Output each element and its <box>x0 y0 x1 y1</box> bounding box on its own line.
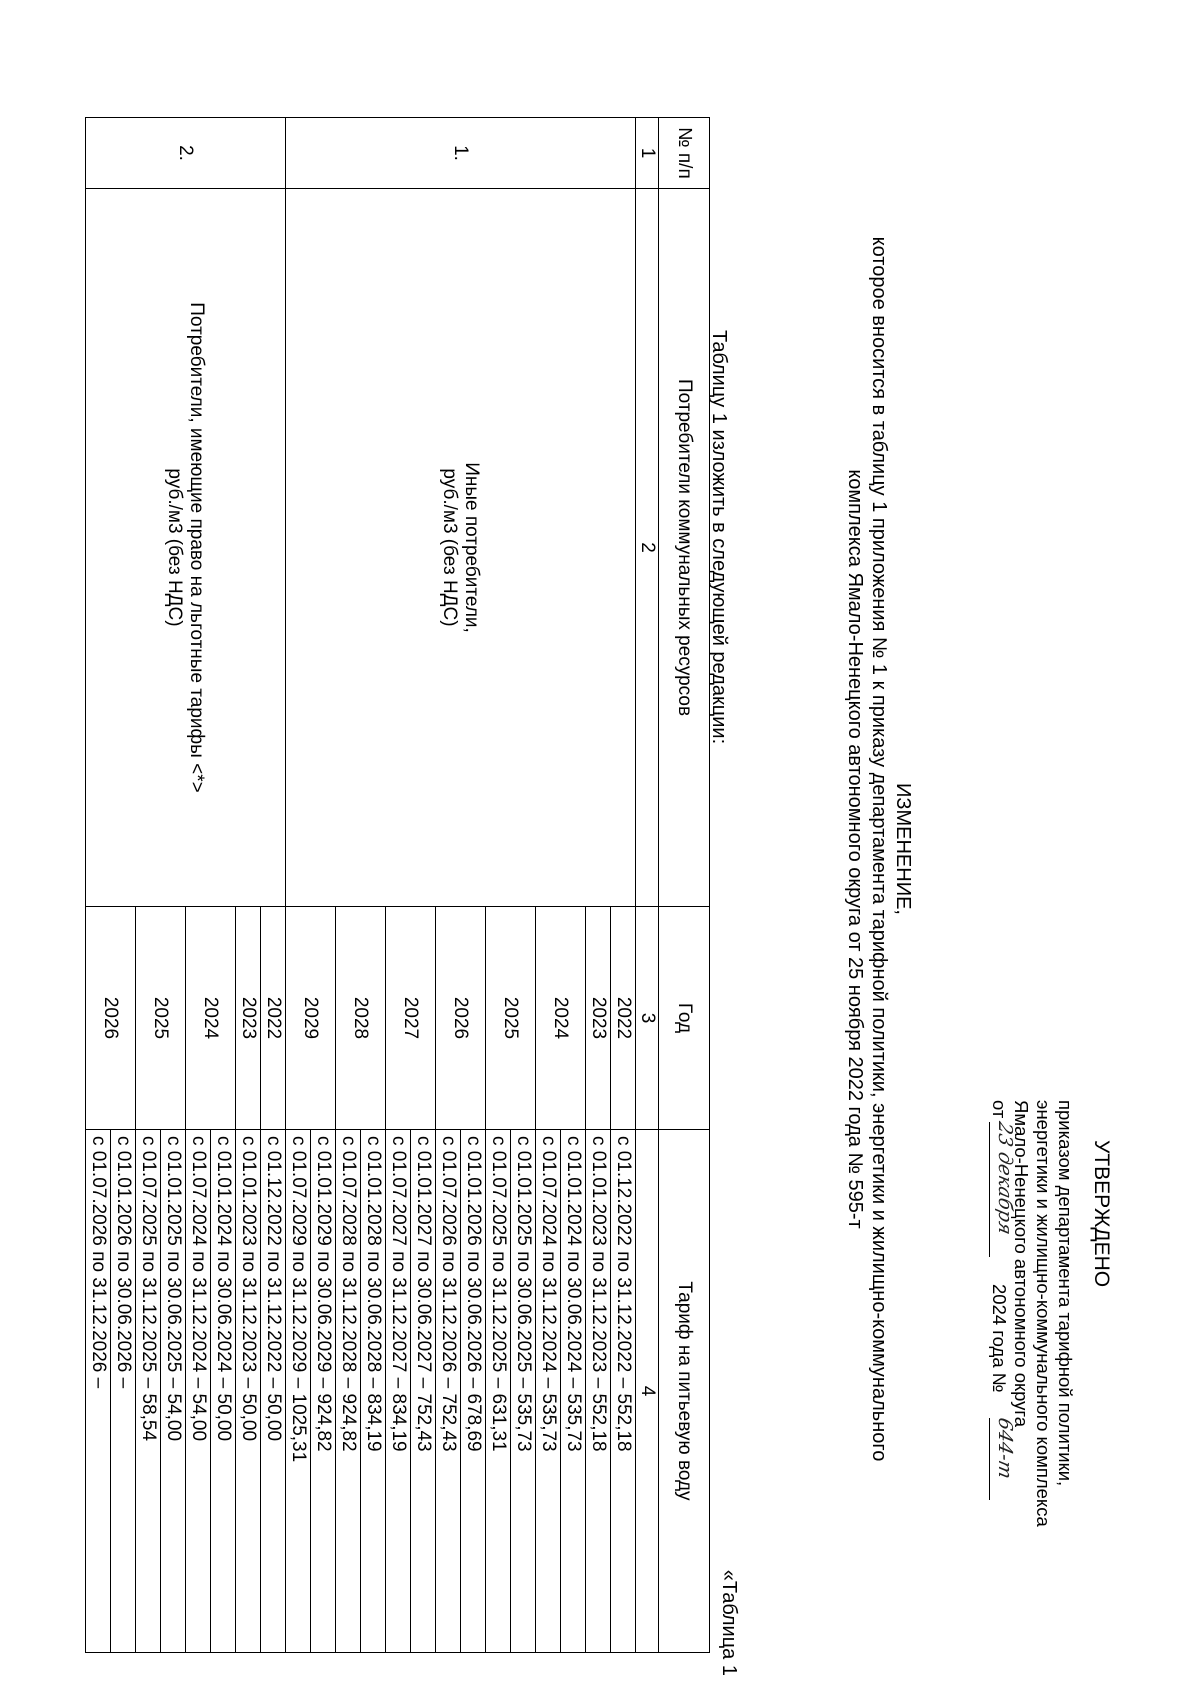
heading-title: ИЗМЕНЕНИЕ, <box>892 783 914 915</box>
order-date-line <box>984 1100 1016 1600</box>
header-number: № п/п <box>659 118 710 189</box>
order-year: 2024 года № <box>989 1284 1010 1393</box>
year-cell: 2027 <box>386 907 436 1130</box>
year-cell: 2029 <box>286 907 336 1130</box>
tariff-cell: с 01.07.2027 по 31.12.2027 – 834,19 <box>386 1130 411 1653</box>
handwritten-number <box>989 1415 1016 1500</box>
column-number-row <box>636 118 659 1653</box>
consumer-category-line: Иные потребители, <box>461 462 483 633</box>
consumer-category-line: Потребители, имеющие право на льготные тарифы <*> <box>186 302 208 793</box>
approval-line: Ямало-Ненецкого автономного округа <box>1011 1100 1032 1428</box>
header-tariff: Тариф на питьевую воду <box>659 1130 710 1653</box>
tariff-cell: с 01.07.2024 по 31.12.2024 – 535,73 <box>536 1130 561 1653</box>
approval-line: энергетики и жилищно-коммунального комплекса <box>1033 1100 1054 1527</box>
tariff-cell: с 01.01.2025 по 30.06.2025 – 535,73 <box>511 1130 536 1653</box>
heading-line: которое вносится в таблицу 1 приложения № 1 к приказу департамента тарифной политики, энергетики и жилищно-коммунального <box>868 236 890 1462</box>
handwritten-date <box>989 1119 1016 1257</box>
year-cell: 2024 <box>186 907 236 1130</box>
year-cell: 2024 <box>536 907 586 1130</box>
column-number: 4 <box>636 1130 659 1653</box>
consumer-category <box>286 189 636 907</box>
tariff-cell: с 01.01.2023 по 31.12.2023 – 552,18 <box>586 1130 611 1653</box>
year-cell: 2023 <box>586 907 611 1130</box>
tariff-cell: с 01.07.2026 по 31.12.2026 – 752,43 <box>436 1130 461 1653</box>
tariff-cell: с 01.07.2025 по 31.12.2025 – 631,31 <box>486 1130 511 1653</box>
tariff-cell: с 01.01.2029 по 30.06.2029 – 924,82 <box>311 1130 336 1653</box>
header-year: Год <box>659 907 710 1130</box>
tariff-cell: с 01.07.2028 по 31.12.2028 – 924,82 <box>336 1130 361 1653</box>
approval-title: УТВЕРЖДЕНО <box>1090 1140 1113 1288</box>
column-number: 2 <box>636 189 659 907</box>
tariff-cell: с 01.07.2029 по 31.12.2029 – 1025,31 <box>286 1130 311 1653</box>
consumer-category-line: руб./м3 (без НДС) <box>439 468 461 627</box>
year-cell: 2025 <box>136 907 186 1130</box>
group-number: 1. <box>286 118 636 189</box>
tariff-cell: с 01.01.2024 по 30.06.2024 – 535,73 <box>561 1130 586 1653</box>
handwritten-date-text: 23 декабря <box>994 1119 1016 1237</box>
table-row <box>611 118 636 1653</box>
consumer-category-line: руб./м3 (без НДС) <box>164 468 186 627</box>
consumer-category <box>86 189 286 907</box>
year-cell: 2026 <box>86 907 136 1130</box>
tariff-cell: с 01.01.2027 по 30.06.2027 – 752,43 <box>411 1130 436 1653</box>
column-number: 1 <box>636 118 659 189</box>
approval-line: приказом департамента тарифной политики, <box>1055 1100 1076 1487</box>
year-cell: 2026 <box>436 907 486 1130</box>
year-cell: 2022 <box>261 907 286 1130</box>
table-row <box>261 118 286 1653</box>
tariff-cell: с 01.12.2022 по 31.12.2022 – 552,18 <box>611 1130 636 1653</box>
header-consumers: Потребители коммунальных ресурсов <box>659 189 710 907</box>
tariff-cell: с 01.01.2024 по 30.06.2024 – 50,00 <box>211 1130 236 1653</box>
intro-text: Таблицу 1 изложить в следующей редакции: <box>708 330 730 745</box>
tariff-table <box>85 117 710 1653</box>
year-cell: 2025 <box>486 907 536 1130</box>
date-prefix: от <box>989 1100 1010 1119</box>
approval-stamp <box>984 1100 1112 1600</box>
table-header-row <box>659 118 710 1653</box>
table-reference: «Таблица 1 <box>718 1569 740 1676</box>
tariff-cell: с 01.01.2026 по 30.06.2026 – <box>111 1130 136 1653</box>
tariff-cell: с 01.07.2025 по 31.12.2025 – 58,54 <box>136 1130 161 1653</box>
group-number: 2. <box>86 118 286 189</box>
column-number: 3 <box>636 907 659 1130</box>
document-heading <box>843 0 915 1698</box>
tariff-cell: с 01.01.2028 по 30.06.2028 – 834,19 <box>361 1130 386 1653</box>
year-cell: 2023 <box>236 907 261 1130</box>
tariff-cell: с 01.07.2026 по 31.12.2026 – <box>86 1130 111 1653</box>
tariff-cell: с 01.01.2025 по 30.06.2025 – 54,00 <box>161 1130 186 1653</box>
heading-line: комплекса Ямало-Ненецкого автономного округа от 25 ноября 2022 года № 595-т <box>844 469 866 1229</box>
tariff-cell: с 01.12.2022 по 31.12.2022 – 50,00 <box>261 1130 286 1653</box>
year-cell: 2028 <box>336 907 386 1130</box>
handwritten-number-text: 644-т <box>994 1415 1016 1482</box>
tariff-cell: с 01.01.2026 по 30.06.2026 – 678,69 <box>461 1130 486 1653</box>
tariff-cell: с 01.07.2024 по 31.12.2024 – 54,00 <box>186 1130 211 1653</box>
year-cell: 2022 <box>611 907 636 1130</box>
tariff-cell: с 01.01.2023 по 31.12.2023 – 50,00 <box>236 1130 261 1653</box>
